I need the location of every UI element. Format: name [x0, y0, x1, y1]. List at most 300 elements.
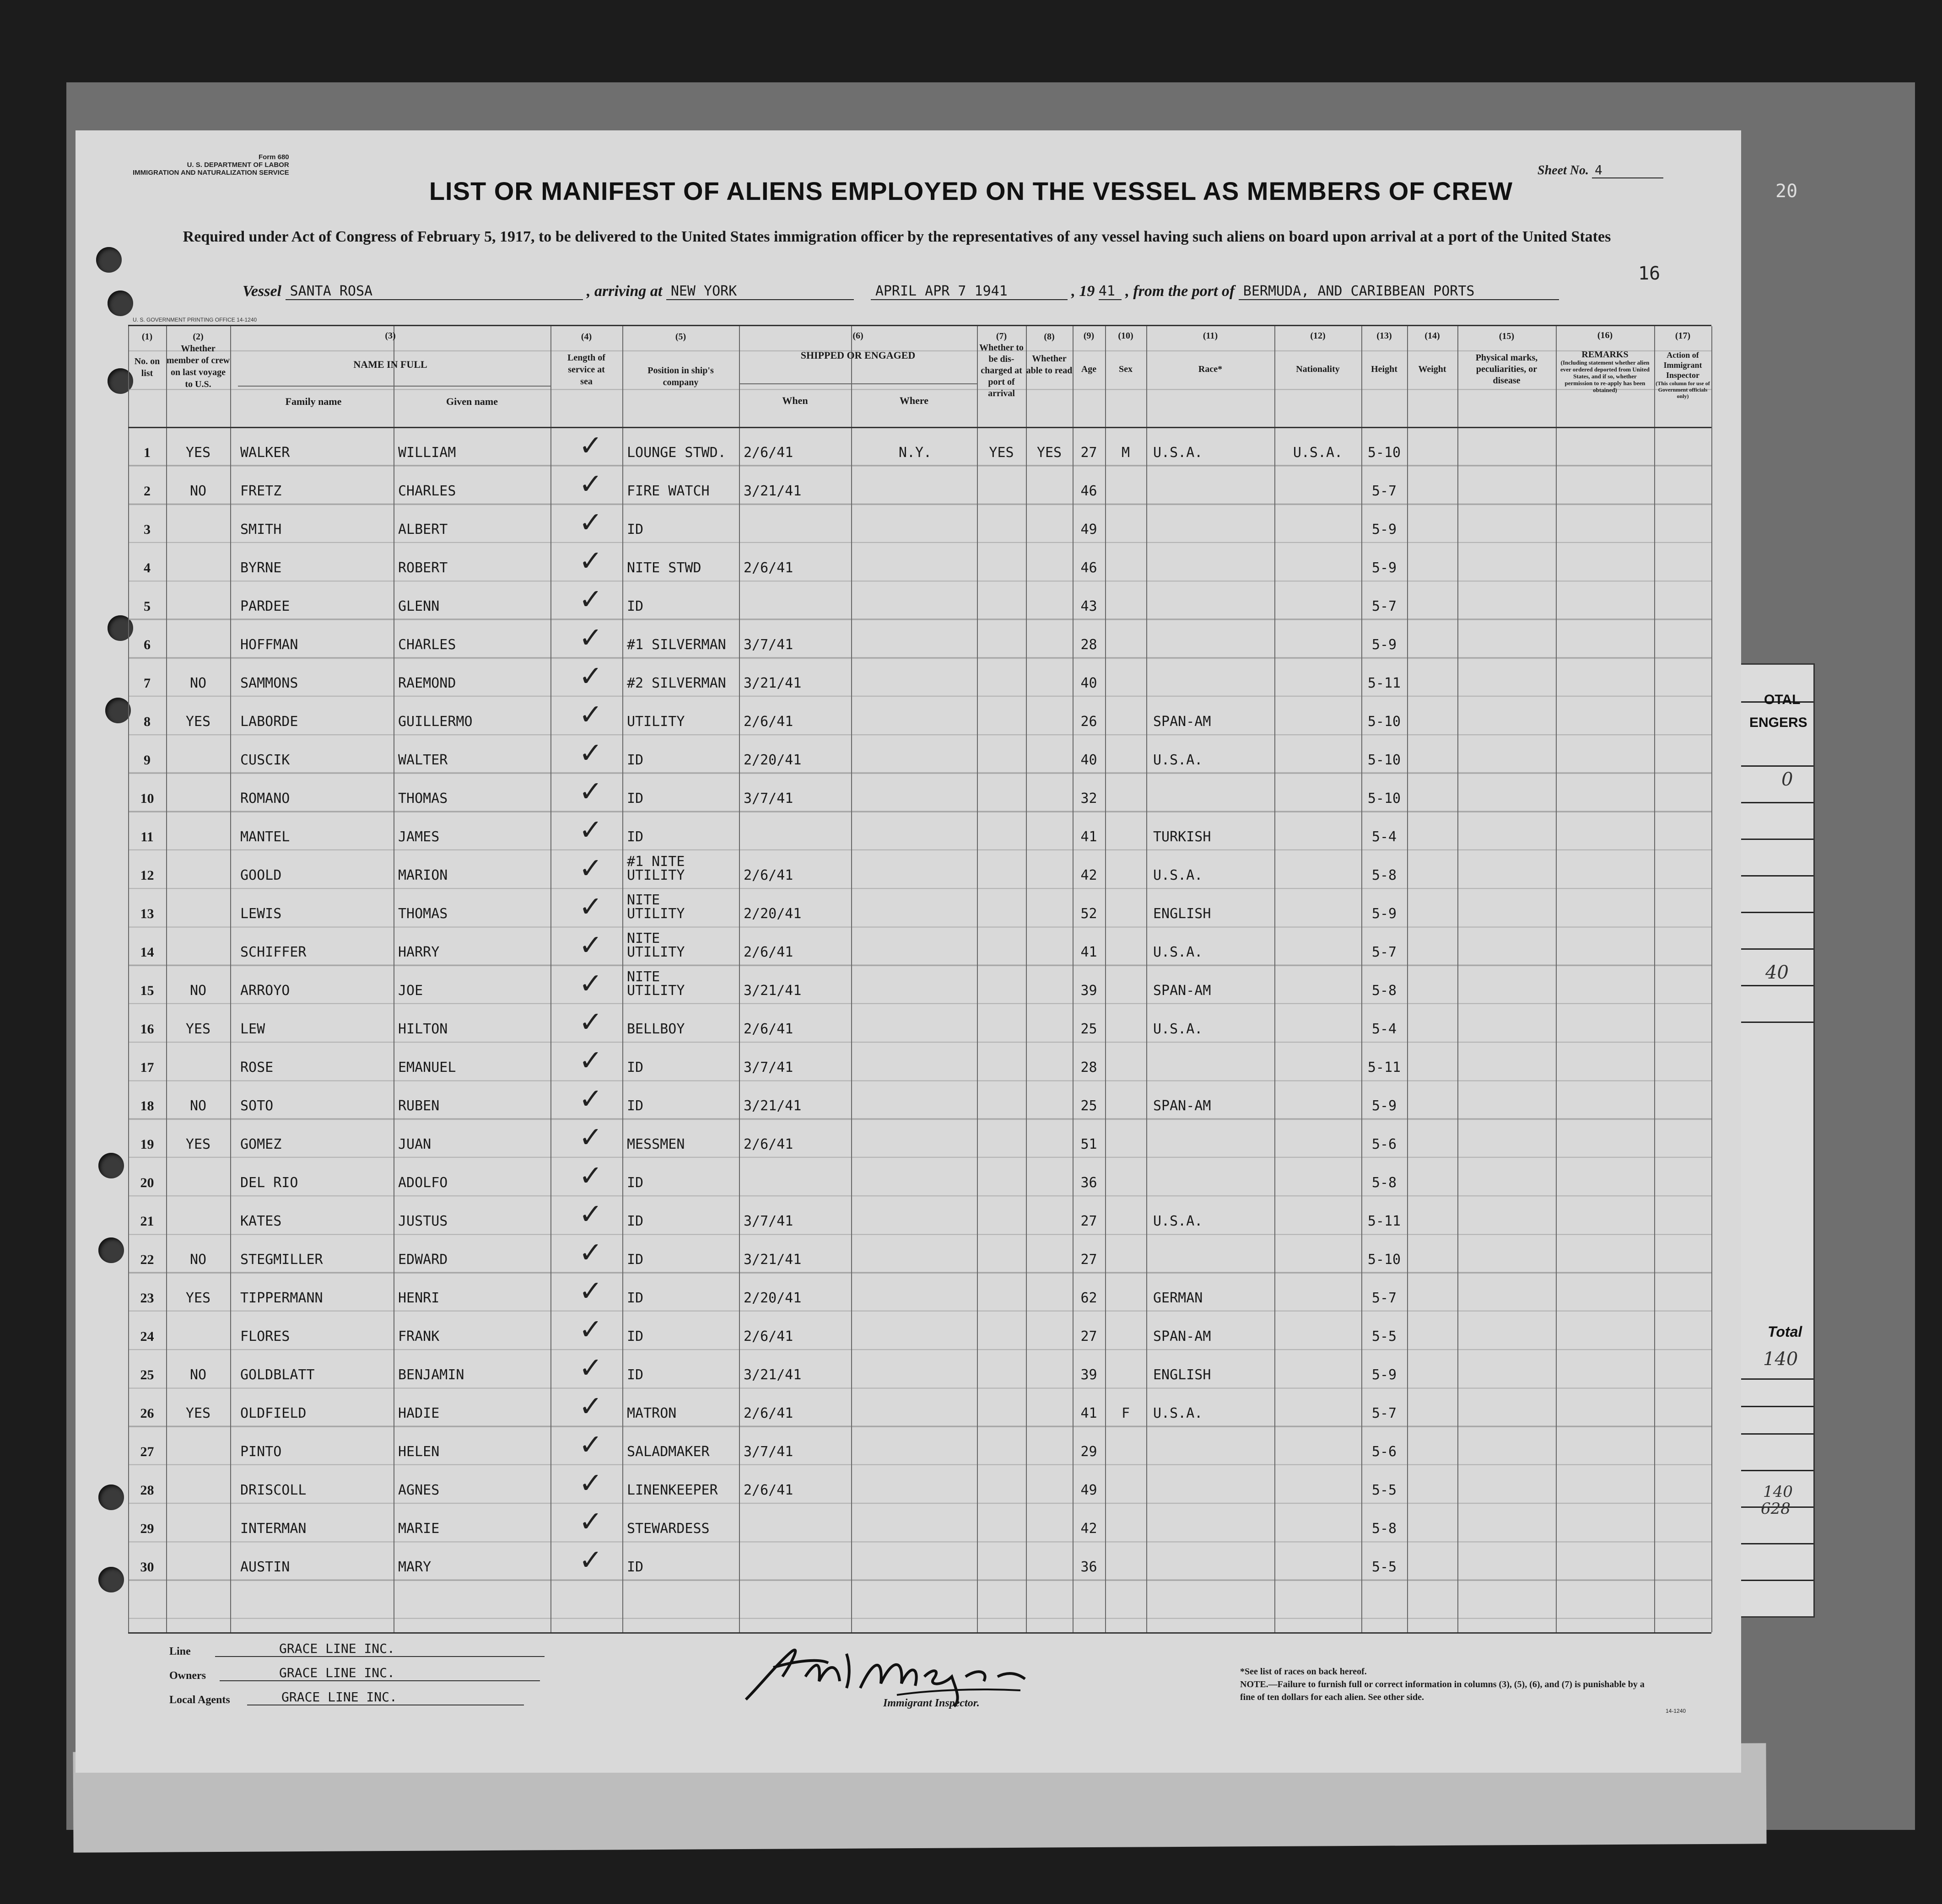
cell-when: 2/6/41 [744, 944, 793, 960]
checkmark-icon: ✓ [579, 1428, 603, 1461]
checkmark-icon: ✓ [579, 1005, 603, 1038]
cell-when: 3/7/41 [744, 637, 793, 653]
checkmark-icon: ✓ [579, 736, 603, 769]
cell-no: 27 [140, 1444, 154, 1459]
cell-family: AUSTIN [240, 1559, 290, 1575]
cell-family: TIPPERMANN [240, 1290, 323, 1306]
cell-no: 30 [140, 1560, 154, 1575]
vessel-name: SANTA ROSA [286, 283, 583, 300]
cell-prev: YES [185, 714, 211, 730]
cell-age: 52 [1080, 906, 1097, 922]
cell-when: 3/21/41 [744, 1252, 802, 1268]
cell-height: 5-5 [1371, 1482, 1397, 1498]
cell-race: U.S.A. [1153, 1021, 1203, 1037]
cell-given: THOMAS [398, 906, 448, 922]
cell-height: 5-7 [1371, 1405, 1397, 1421]
form-service: IMMIGRATION AND NATURALIZATION SERVICE [133, 169, 289, 177]
cell-race: U.S.A. [1153, 944, 1203, 960]
cell-position: FIRE WATCH [627, 483, 710, 499]
cell-age: 26 [1080, 714, 1097, 730]
cell-height: 5-8 [1371, 867, 1397, 883]
cell-family: SOTO [240, 1098, 274, 1114]
cell-height: 5-7 [1371, 1290, 1397, 1306]
col-header-length-of-service: (4) Length of service at sea [567, 332, 605, 387]
arriving-label: , arriving at [587, 283, 663, 300]
cell-race: SPAN-AM [1153, 1098, 1211, 1114]
cell-no: 23 [140, 1291, 154, 1306]
cell-height: 5-9 [1371, 906, 1397, 922]
cell-given: JUSTUS [398, 1213, 448, 1229]
binder-hole [98, 1237, 124, 1263]
checkmark-icon: ✓ [579, 544, 603, 577]
cell-position: ID [627, 1213, 644, 1229]
cell-height: 5-9 [1371, 560, 1397, 576]
cell-race: U.S.A. [1153, 445, 1203, 461]
col-header-no: (1) No. on list [134, 332, 160, 378]
cell-no: 24 [140, 1329, 154, 1344]
cell-prev: NO [189, 983, 207, 999]
col-header-where: Where [899, 395, 929, 406]
cell-given: HADIE [398, 1405, 440, 1421]
cell-when: 2/6/41 [744, 1482, 793, 1498]
cell-family: PARDEE [240, 598, 290, 614]
checkmark-icon: ✓ [579, 775, 603, 808]
col-header-race: (11) Race* [1198, 331, 1223, 374]
page-number-stamped: 16 [1638, 263, 1661, 284]
binder-hole [98, 1567, 124, 1592]
cell-when: 3/7/41 [744, 1060, 793, 1076]
cell-no: 11 [140, 829, 154, 844]
col-header-family-name: Family name [285, 396, 342, 407]
cell-when: 3/21/41 [744, 483, 802, 499]
cell-given: JOE [398, 983, 423, 999]
cell-given: MARIE [398, 1521, 440, 1537]
cell-race: SPAN-AM [1153, 983, 1211, 999]
cell-no: 4 [144, 560, 151, 576]
cell-family: BYRNE [240, 560, 282, 576]
cell-height: 5-7 [1371, 483, 1397, 499]
owners-label: Owners [169, 1670, 206, 1682]
binder-hole [98, 1153, 124, 1178]
binder-hole [105, 698, 131, 723]
cell-family: SMITH [240, 522, 282, 538]
col-header-weight: (14) Weight [1418, 331, 1446, 374]
cell-given: WALTER [398, 752, 448, 768]
cell-no: 12 [140, 868, 154, 883]
checkmark-icon: ✓ [579, 659, 603, 693]
cell-height: 5-4 [1371, 1021, 1397, 1037]
cell-read: YES [1036, 445, 1062, 461]
cell-race: ENGLISH [1153, 1367, 1211, 1383]
cell-position: ID [627, 1328, 644, 1345]
inspector-signature [723, 1645, 1034, 1709]
checkmark-icon: ✓ [579, 621, 603, 654]
cell-age: 51 [1080, 1136, 1097, 1152]
cell-age: 39 [1080, 1367, 1097, 1383]
form-number: Form 680 [258, 153, 289, 161]
cell-family: PINTO [240, 1444, 282, 1460]
checkmark-icon: ✓ [579, 1351, 603, 1384]
cell-position: UTILITY [627, 714, 685, 730]
col-header-when: When [782, 395, 808, 406]
cell-position: ID [627, 1252, 644, 1268]
cell-no: 18 [140, 1098, 154, 1113]
checkmark-icon: ✓ [579, 1197, 603, 1231]
inspector-label: Immigrant Inspector. [883, 1697, 980, 1709]
binder-hole [96, 247, 122, 273]
cell-height: 5-9 [1371, 1367, 1397, 1383]
col-header-name: (3) NAME IN FULL [353, 331, 427, 370]
cell-age: 41 [1080, 944, 1097, 960]
col-header-physical-marks: (15) Physical marks, peculiarities, or disease [1475, 331, 1538, 386]
cell-family: GOLDBLATT [240, 1367, 315, 1383]
checkmark-icon: ✓ [579, 1159, 603, 1192]
cell-when: 2/20/41 [744, 752, 802, 768]
cell-no: 5 [144, 599, 151, 614]
cell-age: 27 [1080, 1213, 1097, 1229]
cell-no: 3 [144, 522, 151, 537]
cell-family: FLORES [240, 1328, 290, 1345]
checkmark-icon: ✓ [579, 1236, 603, 1269]
cell-given: JAMES [398, 829, 440, 845]
cell-position: MATRON [627, 1405, 677, 1421]
cell-position: ID [627, 1060, 644, 1076]
col-header-read: (8) Whether able to read [1026, 332, 1073, 376]
cell-height: 5-8 [1371, 1175, 1397, 1191]
cell-no: 19 [140, 1137, 154, 1152]
cell-prev: YES [185, 1405, 211, 1421]
cell-position: ID [627, 598, 644, 614]
col-header-shipped: (6) SHIPPED OR ENGAGED [800, 331, 916, 361]
cell-no: 16 [140, 1022, 154, 1037]
cell-given: ADOLFO [398, 1175, 448, 1191]
cell-no: 14 [140, 945, 154, 960]
cell-position: LOUNGE STWD. [627, 445, 726, 461]
checkmark-icon: ✓ [579, 1312, 603, 1346]
sheet-value: 4 [1592, 162, 1663, 178]
cell-age: 43 [1080, 598, 1097, 614]
checkmark-icon: ✓ [579, 890, 603, 923]
cell-family: ROSE [240, 1060, 274, 1076]
cell-given: EDWARD [398, 1252, 448, 1268]
cell-age: 25 [1080, 1098, 1097, 1114]
side-val-1: 0 [1781, 769, 1793, 790]
cell-no: 10 [140, 791, 154, 806]
cell-prev: NO [189, 675, 207, 691]
cell-height: 5-5 [1371, 1328, 1397, 1345]
cell-given: MARION [398, 867, 448, 883]
cell-age: 36 [1080, 1559, 1097, 1575]
arrival-date: APRIL APR 7 1941 [871, 283, 1068, 300]
cell-no: 17 [140, 1060, 154, 1075]
cell-given: HILTON [398, 1021, 448, 1037]
cell-when: 3/21/41 [744, 1098, 802, 1114]
cell-when: 2/6/41 [744, 1021, 793, 1037]
cell-family: SCHIFFER [240, 944, 307, 960]
cell-position: ID [627, 829, 644, 845]
cell-when: 2/6/41 [744, 560, 793, 576]
cell-position: ID [627, 522, 644, 538]
col-header-discharge: (7) Whether to be dis-charged at port of arrival [979, 331, 1024, 398]
binder-hole [108, 290, 133, 316]
cell-given: ROBERT [398, 560, 448, 576]
races-note: *See list of races on back hereof. [1240, 1667, 1367, 1677]
cell-given: BENJAMIN [398, 1367, 464, 1383]
cell-race: SPAN-AM [1153, 1328, 1211, 1345]
checkmark-icon: ✓ [579, 1120, 603, 1154]
cell-age: 46 [1080, 483, 1097, 499]
cell-when: 2/6/41 [744, 714, 793, 730]
cell-age: 27 [1080, 445, 1097, 461]
cell-height: 5-4 [1371, 829, 1397, 845]
cell-family: SAMMONS [240, 675, 298, 691]
cell-no: 26 [140, 1406, 154, 1421]
cell-when: 3/21/41 [744, 675, 802, 691]
cell-when: 2/6/41 [744, 1405, 793, 1421]
cell-when: 3/7/41 [744, 1213, 793, 1229]
col-header-nationality: (12) Nationality [1296, 331, 1340, 374]
cell-position: NITE STWD [627, 560, 701, 576]
cell-age: 40 [1080, 675, 1097, 691]
cell-height: 5-7 [1371, 944, 1397, 960]
page-number-top: 20 [1775, 181, 1798, 202]
cell-position: ID [627, 1098, 644, 1114]
cell-no: 28 [140, 1483, 154, 1498]
checkmark-icon: ✓ [579, 698, 603, 731]
cell-position: NITE UTILITY [627, 969, 685, 999]
sheet-label: Sheet No. [1537, 163, 1589, 177]
cell-family: LEWIS [240, 906, 282, 922]
cell-family: GOMEZ [240, 1136, 282, 1152]
cell-age: 41 [1080, 1405, 1097, 1421]
cell-when: 2/6/41 [744, 445, 793, 461]
checkmark-icon: ✓ [579, 506, 603, 539]
cell-height: 5-10 [1367, 791, 1401, 807]
cell-position: #2 SILVERMAN [627, 675, 726, 691]
voyage-line [243, 283, 1565, 306]
cell-given: EMANUEL [398, 1060, 456, 1076]
checkmark-icon: ✓ [579, 1543, 603, 1576]
cell-prev: YES [185, 1021, 211, 1037]
cell-prev: NO [189, 483, 207, 499]
cell-age: 41 [1080, 829, 1097, 845]
cell-height: 5-9 [1371, 1098, 1397, 1114]
cell-given: THOMAS [398, 791, 448, 807]
checkmark-icon: ✓ [579, 1389, 603, 1423]
col-header-height: (13) Height [1371, 331, 1397, 374]
cell-race: U.S.A. [1153, 1213, 1203, 1229]
cell-height: 5-11 [1367, 675, 1401, 691]
from-label: , from the port of [1125, 283, 1235, 300]
cell-given: HARRY [398, 944, 440, 960]
cell-family: KATES [240, 1213, 282, 1229]
side-header-2: ENGERS [1749, 715, 1807, 730]
cell-position: ID [627, 1559, 644, 1575]
cell-position: ID [627, 791, 644, 807]
cell-no: 22 [140, 1252, 154, 1267]
cell-age: 28 [1080, 637, 1097, 653]
printer-line: U. S. GOVERNMENT PRINTING OFFICE 14-1240 [133, 317, 257, 323]
form-code: 14-1240 [1666, 1708, 1686, 1714]
cell-when: 3/7/41 [744, 791, 793, 807]
cell-no: 7 [144, 676, 151, 691]
form-department: U. S. DEPARTMENT OF LABOR [187, 161, 289, 169]
form-identifier [133, 153, 289, 177]
cell-age: 49 [1080, 522, 1097, 538]
cell-age: 39 [1080, 983, 1097, 999]
vessel-label: Vessel [243, 283, 281, 300]
cell-position: #1 SILVERMAN [627, 637, 726, 653]
cell-given: HELEN [398, 1444, 440, 1460]
cell-position: STEWARDESS [627, 1521, 710, 1537]
col-header-age: (9) Age [1081, 331, 1097, 374]
cell-age: 27 [1080, 1328, 1097, 1345]
cell-given: FRANK [398, 1328, 440, 1345]
side-total-1: 140 [1763, 1349, 1798, 1370]
cell-position: #1 NITE UTILITY [627, 854, 685, 883]
cell-when: 3/21/41 [744, 983, 802, 999]
cell-position: ID [627, 1367, 644, 1383]
cell-family: MANTEL [240, 829, 290, 845]
cell-no: 29 [140, 1521, 154, 1536]
side-val-2: 40 [1765, 962, 1789, 983]
cell-race: TURKISH [1153, 829, 1211, 845]
col-header-action: (17) Action of Immigrant Inspector (This column for use of Government officials only) [1656, 331, 1710, 399]
cell-no: 6 [144, 637, 151, 652]
cell-height: 5-9 [1371, 637, 1397, 653]
cell-no: 13 [140, 906, 154, 921]
line-value: GRACE LINE INC. [215, 1641, 545, 1657]
side-total-label: Total [1768, 1323, 1802, 1340]
cell-prev: NO [189, 1367, 207, 1383]
side-total-3: 628 [1761, 1500, 1791, 1518]
cell-position: NITE UTILITY [627, 892, 685, 922]
cell-race: SPAN-AM [1153, 714, 1211, 730]
col-header-previous-voyage: (2) Whether member of crew on last voyage to U.S. [166, 332, 230, 389]
cell-age: 27 [1080, 1252, 1097, 1268]
side-total-2: 140 [1763, 1483, 1793, 1501]
cell-family: INTERMAN [240, 1521, 307, 1537]
year-prefix: , 19 [1071, 283, 1095, 300]
owners-value: GRACE LINE INC. [220, 1665, 540, 1681]
cell-height: 5-8 [1371, 1521, 1397, 1537]
cell-age: 42 [1080, 1521, 1097, 1537]
col-header-given-name: Given name [446, 396, 498, 407]
cell-height: 5-11 [1367, 1060, 1401, 1076]
cell-age: 25 [1080, 1021, 1097, 1037]
cell-prev: YES [185, 1290, 211, 1306]
binder-hole [98, 1484, 124, 1510]
col-header-position: (5) Position in ship's company [647, 332, 714, 387]
cell-given: WILLIAM [398, 445, 456, 461]
cell-no: 25 [140, 1367, 154, 1382]
cell-age: 49 [1080, 1482, 1097, 1498]
cell-age: 28 [1080, 1060, 1097, 1076]
cell-given: JUAN [398, 1136, 432, 1152]
cell-age: 36 [1080, 1175, 1097, 1191]
cell-race: GERMAN [1153, 1290, 1203, 1306]
cell-given: RUBEN [398, 1098, 440, 1114]
checkmark-icon: ✓ [579, 928, 603, 962]
cell-when: 3/7/41 [744, 1444, 793, 1460]
cell-height: 5-9 [1371, 522, 1397, 538]
cell-given: CHARLES [398, 483, 456, 499]
cell-family: ARROYO [240, 983, 290, 999]
checkmark-icon: ✓ [579, 851, 603, 885]
checkmark-icon: ✓ [579, 813, 603, 846]
cell-no: 15 [140, 983, 154, 998]
cell-when: 2/6/41 [744, 867, 793, 883]
cell-age: 32 [1080, 791, 1097, 807]
checkmark-icon: ✓ [579, 467, 603, 500]
cell-given: AGNES [398, 1482, 440, 1498]
cell-position: ID [627, 1175, 644, 1191]
manifest-subtitle: Required under Act of Congress of February 5, 1917, to be delivered to the United States immigration officer by the representatives of any vessel having such aliens on board upon arrival at a port of the United States [183, 228, 1611, 245]
col-header-remarks: (16) REMARKS (Including statement whether alien ever ordered deported from United States, and if so, whether permission to re-apply has been obtained) [1560, 330, 1650, 393]
checkmark-icon: ✓ [579, 582, 603, 616]
cell-height: 5-10 [1367, 445, 1401, 461]
cell-position: SALADMAKER [627, 1444, 710, 1460]
checkmark-icon: ✓ [579, 967, 603, 1000]
cell-where: N.Y. [898, 445, 932, 461]
agents-label: Local Agents [169, 1694, 230, 1706]
cell-family: DEL RIO [240, 1175, 298, 1191]
crew-table [128, 325, 1711, 1634]
manifest-title: LIST OR MANIFEST OF ALIENS EMPLOYED ON THE VESSEL AS MEMBERS OF CREW [429, 177, 1513, 205]
cell-family: STEGMILLER [240, 1252, 323, 1268]
cell-family: LABORDE [240, 714, 298, 730]
cell-position: LINENKEEPER [627, 1482, 718, 1498]
cell-when: 2/6/41 [744, 1136, 793, 1152]
cell-race: U.S.A. [1153, 752, 1203, 768]
cell-race: U.S.A. [1153, 1405, 1203, 1421]
cell-given: ALBERT [398, 522, 448, 538]
cell-when: 3/21/41 [744, 1367, 802, 1383]
cell-sex: F [1121, 1405, 1130, 1421]
cell-family: HOFFMAN [240, 637, 298, 653]
checkmark-icon: ✓ [579, 1466, 603, 1500]
cell-age: 29 [1080, 1444, 1097, 1460]
cell-prev: YES [185, 445, 211, 461]
cell-given: GLENN [398, 598, 440, 614]
cell-given: RAEMOND [398, 675, 456, 691]
cell-no: 1 [144, 445, 151, 460]
cell-sex: M [1121, 445, 1130, 461]
cell-family: WALKER [240, 445, 290, 461]
cell-no: 9 [144, 753, 151, 768]
cell-family: CUSCIK [240, 752, 290, 768]
cell-given: MARY [398, 1559, 432, 1575]
cell-prev: NO [189, 1098, 207, 1114]
from-port: BERMUDA, AND CARIBBEAN PORTS [1239, 283, 1559, 300]
cell-height: 5-10 [1367, 1252, 1401, 1268]
col-header-sex: (10) Sex [1118, 331, 1133, 374]
cell-given: HENRI [398, 1290, 440, 1306]
cell-when: 2/20/41 [744, 906, 802, 922]
cell-given: GUILLERMO [398, 714, 473, 730]
cell-family: GOOLD [240, 867, 282, 883]
cell-height: 5-5 [1371, 1559, 1397, 1575]
checkmark-icon: ✓ [579, 1274, 603, 1307]
cell-discharge: YES [989, 445, 1014, 461]
checkmark-icon: ✓ [579, 1082, 603, 1115]
cell-no: 21 [140, 1214, 154, 1229]
year-suffix: 41 [1099, 283, 1122, 300]
cell-height: 5-6 [1371, 1444, 1397, 1460]
fine-note: NOTE.—Failure to furnish full or correct information in columns (3), (5), (6), and (7) is punishable by a fine of ten dollars for each alien. See other side. [1240, 1679, 1645, 1702]
cell-height: 5-11 [1367, 1213, 1401, 1229]
cell-height: 5-6 [1371, 1136, 1397, 1152]
